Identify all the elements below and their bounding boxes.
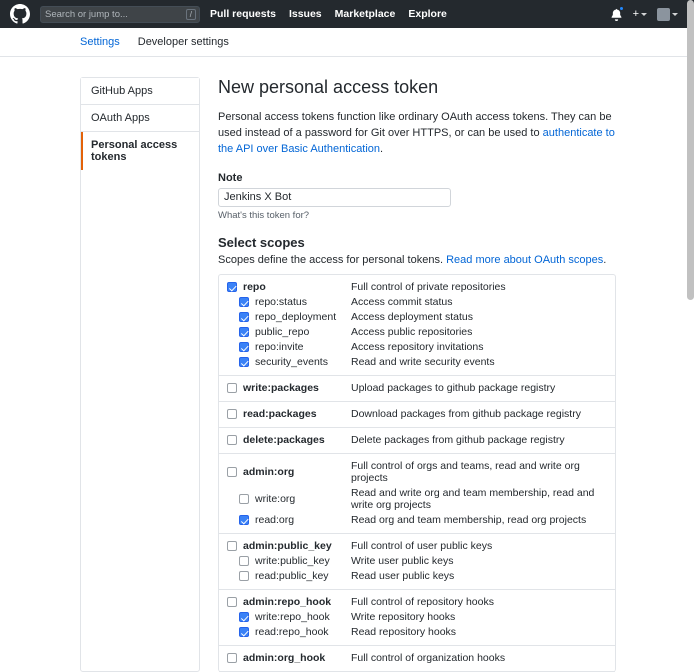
scope-description: Delete packages from github package registry bbox=[351, 434, 565, 447]
scope-checkbox-write-org[interactable] bbox=[239, 494, 249, 504]
scope-checkbox-repo-deployment[interactable] bbox=[239, 312, 249, 322]
page-content bbox=[0, 57, 694, 672]
scope-checkbox-security-events[interactable] bbox=[239, 357, 249, 367]
primary-nav bbox=[210, 8, 447, 20]
sidebar-item-oauth-apps[interactable] bbox=[81, 105, 199, 132]
scope-name: write:public_key bbox=[255, 555, 330, 568]
sidebar-item-personal-access-tokens[interactable] bbox=[81, 132, 199, 170]
scope-row[interactable] bbox=[219, 486, 615, 513]
scope-description: Full control of user public keys bbox=[351, 540, 493, 553]
scope-name: delete:packages bbox=[243, 434, 325, 447]
search-shortcut-badge: / bbox=[186, 9, 196, 20]
scope-description: Read and write org and team membership, read and write org projects bbox=[351, 487, 595, 512]
scope-row[interactable] bbox=[219, 340, 615, 355]
scope-row[interactable] bbox=[219, 295, 615, 310]
scope-description: Read user public keys bbox=[351, 570, 455, 583]
select-scopes-subtext bbox=[218, 254, 616, 266]
chevron-down-icon bbox=[641, 13, 647, 16]
scope-name: public_repo bbox=[255, 326, 310, 339]
scope-name: write:packages bbox=[243, 382, 319, 395]
scrollbar-thumb[interactable] bbox=[687, 0, 694, 300]
sidebar-item-github-apps[interactable] bbox=[81, 78, 199, 105]
scope-row[interactable] bbox=[219, 325, 615, 340]
scope-checkbox-write-repo-hook[interactable] bbox=[239, 612, 249, 622]
nav-explore[interactable]: Explore bbox=[408, 8, 447, 20]
scope-description: Access public repositories bbox=[351, 326, 473, 339]
scope-checkbox-read-org[interactable] bbox=[239, 515, 249, 525]
note-input[interactable] bbox=[218, 188, 451, 207]
scope-name: admin:repo_hook bbox=[243, 596, 332, 609]
scope-description: Full control of organization hooks bbox=[351, 652, 506, 665]
scope-checkbox-repo-status[interactable] bbox=[239, 297, 249, 307]
scope-name: repo_deployment bbox=[255, 311, 337, 324]
scope-name: security_events bbox=[255, 356, 328, 369]
scope-group bbox=[219, 428, 615, 454]
scope-checkbox-admin-org-hook[interactable] bbox=[227, 653, 237, 663]
scope-name: admin:org_hook bbox=[243, 652, 326, 665]
scope-row[interactable] bbox=[219, 569, 615, 584]
sidebar-item-label: GitHub Apps bbox=[91, 85, 153, 97]
scope-group bbox=[219, 646, 615, 672]
search-input-wrapper[interactable] bbox=[40, 6, 200, 23]
scope-group bbox=[219, 590, 615, 646]
scope-name: admin:public_key bbox=[243, 540, 332, 553]
scope-description: Full control of private repositories bbox=[351, 281, 506, 294]
scope-row[interactable] bbox=[219, 554, 615, 569]
description-text-1: Personal access tokens function like ordinary OAuth access tokens. They can be used instead of a password for Git over HTTPS, or can be used to bbox=[218, 111, 612, 139]
scope-checkbox-repo[interactable] bbox=[227, 282, 237, 292]
scope-name: write:repo_hook bbox=[255, 611, 330, 624]
scope-row[interactable] bbox=[219, 513, 615, 528]
scope-name: read:public_key bbox=[255, 570, 329, 583]
nav-marketplace[interactable]: Marketplace bbox=[334, 8, 396, 20]
header-right-group bbox=[610, 7, 684, 22]
scope-name: repo bbox=[243, 281, 266, 294]
scope-name: repo:invite bbox=[255, 341, 304, 354]
scope-description: Access repository invitations bbox=[351, 341, 484, 354]
note-hint: What's this token for? bbox=[218, 209, 310, 221]
account-menu[interactable] bbox=[657, 8, 678, 21]
github-mark-icon[interactable] bbox=[10, 4, 30, 24]
basic-auth-doc-link[interactable]: authenticate to the API over Basic Authentication bbox=[218, 126, 615, 155]
scope-description: Read repository hooks bbox=[351, 626, 457, 639]
scope-name: admin:org bbox=[243, 466, 295, 479]
scopes-sub-end: . bbox=[603, 253, 607, 266]
nav-pull-requests[interactable]: Pull requests bbox=[210, 8, 276, 20]
scope-row[interactable] bbox=[219, 610, 615, 625]
scope-description: Upload packages to github package registry bbox=[351, 382, 556, 395]
note-label: Note bbox=[218, 171, 243, 184]
scope-checkbox-admin-org[interactable] bbox=[227, 467, 237, 477]
scope-checkbox-delete-packages[interactable] bbox=[227, 435, 237, 445]
scope-row[interactable] bbox=[219, 595, 615, 610]
scope-row[interactable] bbox=[219, 310, 615, 325]
breadcrumb-settings[interactable]: Settings bbox=[80, 36, 120, 48]
scope-row[interactable] bbox=[219, 625, 615, 640]
scope-checkbox-repo-invite[interactable] bbox=[239, 342, 249, 352]
scope-description: Write user public keys bbox=[351, 555, 454, 568]
breadcrumb bbox=[0, 28, 694, 57]
scope-group bbox=[219, 534, 615, 590]
scope-row[interactable] bbox=[219, 280, 615, 295]
scope-group bbox=[219, 402, 615, 428]
scope-description: Access deployment status bbox=[351, 311, 473, 324]
page-title: New personal access token bbox=[218, 77, 439, 97]
scope-group bbox=[219, 454, 615, 534]
page-scrollbar[interactable] bbox=[687, 0, 694, 533]
oauth-scopes-doc-link[interactable]: Read more about OAuth scopes bbox=[446, 253, 604, 266]
sidebar-item-label: Personal access tokens bbox=[91, 139, 178, 163]
scope-checkbox-admin-repo-hook[interactable] bbox=[227, 597, 237, 607]
select-scopes-heading: Select scopes bbox=[218, 234, 305, 250]
scope-row[interactable] bbox=[219, 433, 615, 448]
scope-name: repo:status bbox=[255, 296, 307, 309]
avatar bbox=[657, 8, 670, 21]
scope-row[interactable] bbox=[219, 651, 615, 666]
notification-indicator bbox=[619, 6, 624, 11]
chevron-down-icon bbox=[672, 13, 678, 16]
scope-checkbox-read-repo-hook[interactable] bbox=[239, 627, 249, 637]
scope-checkbox-public-repo[interactable] bbox=[239, 327, 249, 337]
scope-checkbox-admin-public-key[interactable] bbox=[227, 541, 237, 551]
description-text-2: . bbox=[380, 142, 384, 155]
scope-name: read:org bbox=[255, 514, 295, 527]
scope-checkbox-read-packages[interactable] bbox=[227, 409, 237, 419]
scope-checkbox-write-packages[interactable] bbox=[227, 383, 237, 393]
scope-description: Read and write security events bbox=[351, 356, 495, 369]
scope-row[interactable] bbox=[219, 459, 615, 486]
scope-group bbox=[219, 376, 615, 402]
main-panel bbox=[200, 77, 694, 672]
sidebar-item-label: OAuth Apps bbox=[91, 112, 150, 124]
scope-checkbox-read-public-key[interactable] bbox=[239, 571, 249, 581]
settings-sidebar bbox=[80, 77, 200, 672]
scope-name: read:repo_hook bbox=[255, 626, 329, 639]
breadcrumb-developer-settings[interactable]: Developer settings bbox=[137, 36, 229, 48]
scope-name: read:packages bbox=[243, 408, 317, 421]
nav-issues[interactable]: Issues bbox=[288, 8, 322, 20]
scope-row[interactable] bbox=[219, 407, 615, 422]
scope-description: Read org and team membership, read org projects bbox=[351, 514, 587, 527]
scope-row[interactable] bbox=[219, 539, 615, 554]
plus-icon: + bbox=[632, 8, 639, 20]
scope-description: Full control of orgs and teams, read and write org projects bbox=[351, 460, 580, 485]
scopes-list bbox=[218, 274, 616, 672]
scope-description: Access commit status bbox=[351, 296, 453, 309]
scope-row[interactable] bbox=[219, 355, 615, 370]
scope-description: Download packages from github package registry bbox=[351, 408, 581, 421]
create-new-menu[interactable] bbox=[633, 8, 647, 20]
scope-description: Write repository hooks bbox=[351, 611, 456, 624]
page-description bbox=[218, 110, 616, 158]
search-input[interactable] bbox=[45, 9, 195, 20]
scope-description: Full control of repository hooks bbox=[351, 596, 494, 609]
scope-checkbox-write-public-key[interactable] bbox=[239, 556, 249, 566]
scope-group bbox=[219, 275, 615, 376]
scope-name: write:org bbox=[255, 493, 296, 506]
scopes-sub-text: Scopes define the access for personal tokens. bbox=[218, 253, 444, 266]
top-header-bar bbox=[0, 0, 694, 28]
bell-icon[interactable] bbox=[610, 7, 623, 22]
scope-row[interactable] bbox=[219, 381, 615, 396]
